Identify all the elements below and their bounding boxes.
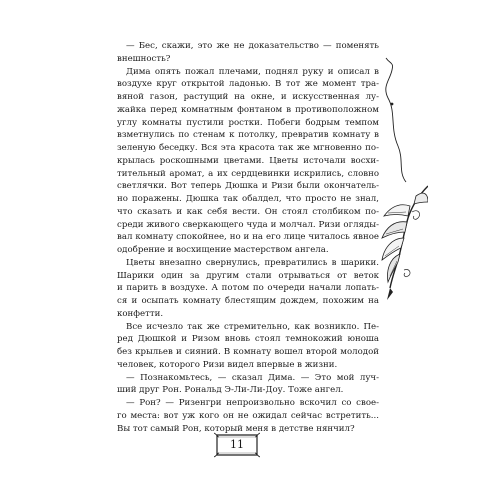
paragraph — [117, 397, 379, 435]
text-line: Вы тот самый Рон, который меня в детстве нянчил? — [117, 423, 355, 434]
text-line: вяной газон, растущий на окне, и искусственная лу- — [117, 92, 379, 102]
text-line: углу комнаты пустили ростки. Побеги бодрым темпом — [117, 117, 379, 128]
feather-quill-ornament-icon — [368, 56, 428, 356]
text-line: жайка перед комнатным фонтаном в противоположном — [117, 104, 379, 115]
text-line: ред Дюшкой и Ризом вновь стоял темнокожий юноша — [117, 334, 379, 345]
text-line: воздухе круг открытой ладонью. В тот же момент тра- — [117, 79, 379, 90]
paragraph — [117, 66, 379, 257]
paragraph — [117, 40, 379, 66]
text-line: — Познакомьтесь, — сказал Дима. — Это мой луч- — [126, 372, 379, 383]
text-line: человек, которого Ризи видел впервые в жизни. — [117, 359, 338, 370]
paragraph — [117, 372, 379, 398]
text-line: взметнулись по стенам к потолку, превратив комнату в — [117, 130, 379, 141]
text-line: и парить в воздухе. А потом по очереди начали лопать- — [117, 283, 379, 294]
text-line: го места: вот уж кого он не ожидал сейчас встретить... — [117, 410, 379, 421]
paragraph — [117, 321, 379, 372]
text-line: вал комнату спокойнее, но и на его лице читалось явное — [117, 232, 379, 243]
text-line: внешность? — [117, 53, 171, 64]
text-line: тительный аромат, а их сердцевинки искрились, словно — [117, 168, 379, 179]
text-line: — Бес, скажи, это же не доказательство — поменять — [126, 41, 379, 51]
text-line: Дима опять пожал плечами, поднял руку и описал в — [126, 66, 379, 77]
paragraph — [117, 257, 379, 321]
text-line: без крыльев и сияний. В комнату вошел второй молодой — [117, 347, 379, 357]
text-line: одобрение и восхищение мастерством ангела. — [117, 245, 329, 255]
text-line: крылась роскошными цветами. Цветы источали восхи- — [117, 155, 379, 166]
text-line: — Рон? — Ризенгри непроизвольно вскочил со свое- — [126, 398, 379, 408]
text-line: Все исчезло так же стремительно, как возникло. Пе- — [126, 321, 379, 332]
page-number: 11 — [230, 438, 244, 451]
text-line: но поражены. Дюшка так обалдел, что просто не знал, — [117, 194, 379, 204]
text-line: ся и осыпать комнату блестящим дождем, похожим на — [117, 296, 379, 306]
text-line: конфетти. — [117, 308, 164, 319]
text-line: ший друг Рон. Рональд Э-Ли-Ли-Доу. Тоже ангел. — [117, 385, 344, 396]
text-line: Цветы внезапно свернулись, превратились в шарики. — [126, 257, 379, 268]
page-number-frame — [214, 432, 260, 458]
text-line: среди живого сверкающего чуда и молчал. Ризи огляды- — [117, 219, 379, 230]
text-line: светлячки. Вот теперь Дюшка и Ризи были окончатель- — [117, 181, 379, 192]
page-body-text — [117, 40, 379, 435]
text-line: зеленую беседку. Вся эта красота так же мгновенно по- — [117, 143, 379, 153]
text-line: что сказать и как себя вести. Он стоял столбиком по- — [117, 206, 379, 217]
text-line: Шарики один за другим стали отрываться от веток — [117, 270, 379, 281]
